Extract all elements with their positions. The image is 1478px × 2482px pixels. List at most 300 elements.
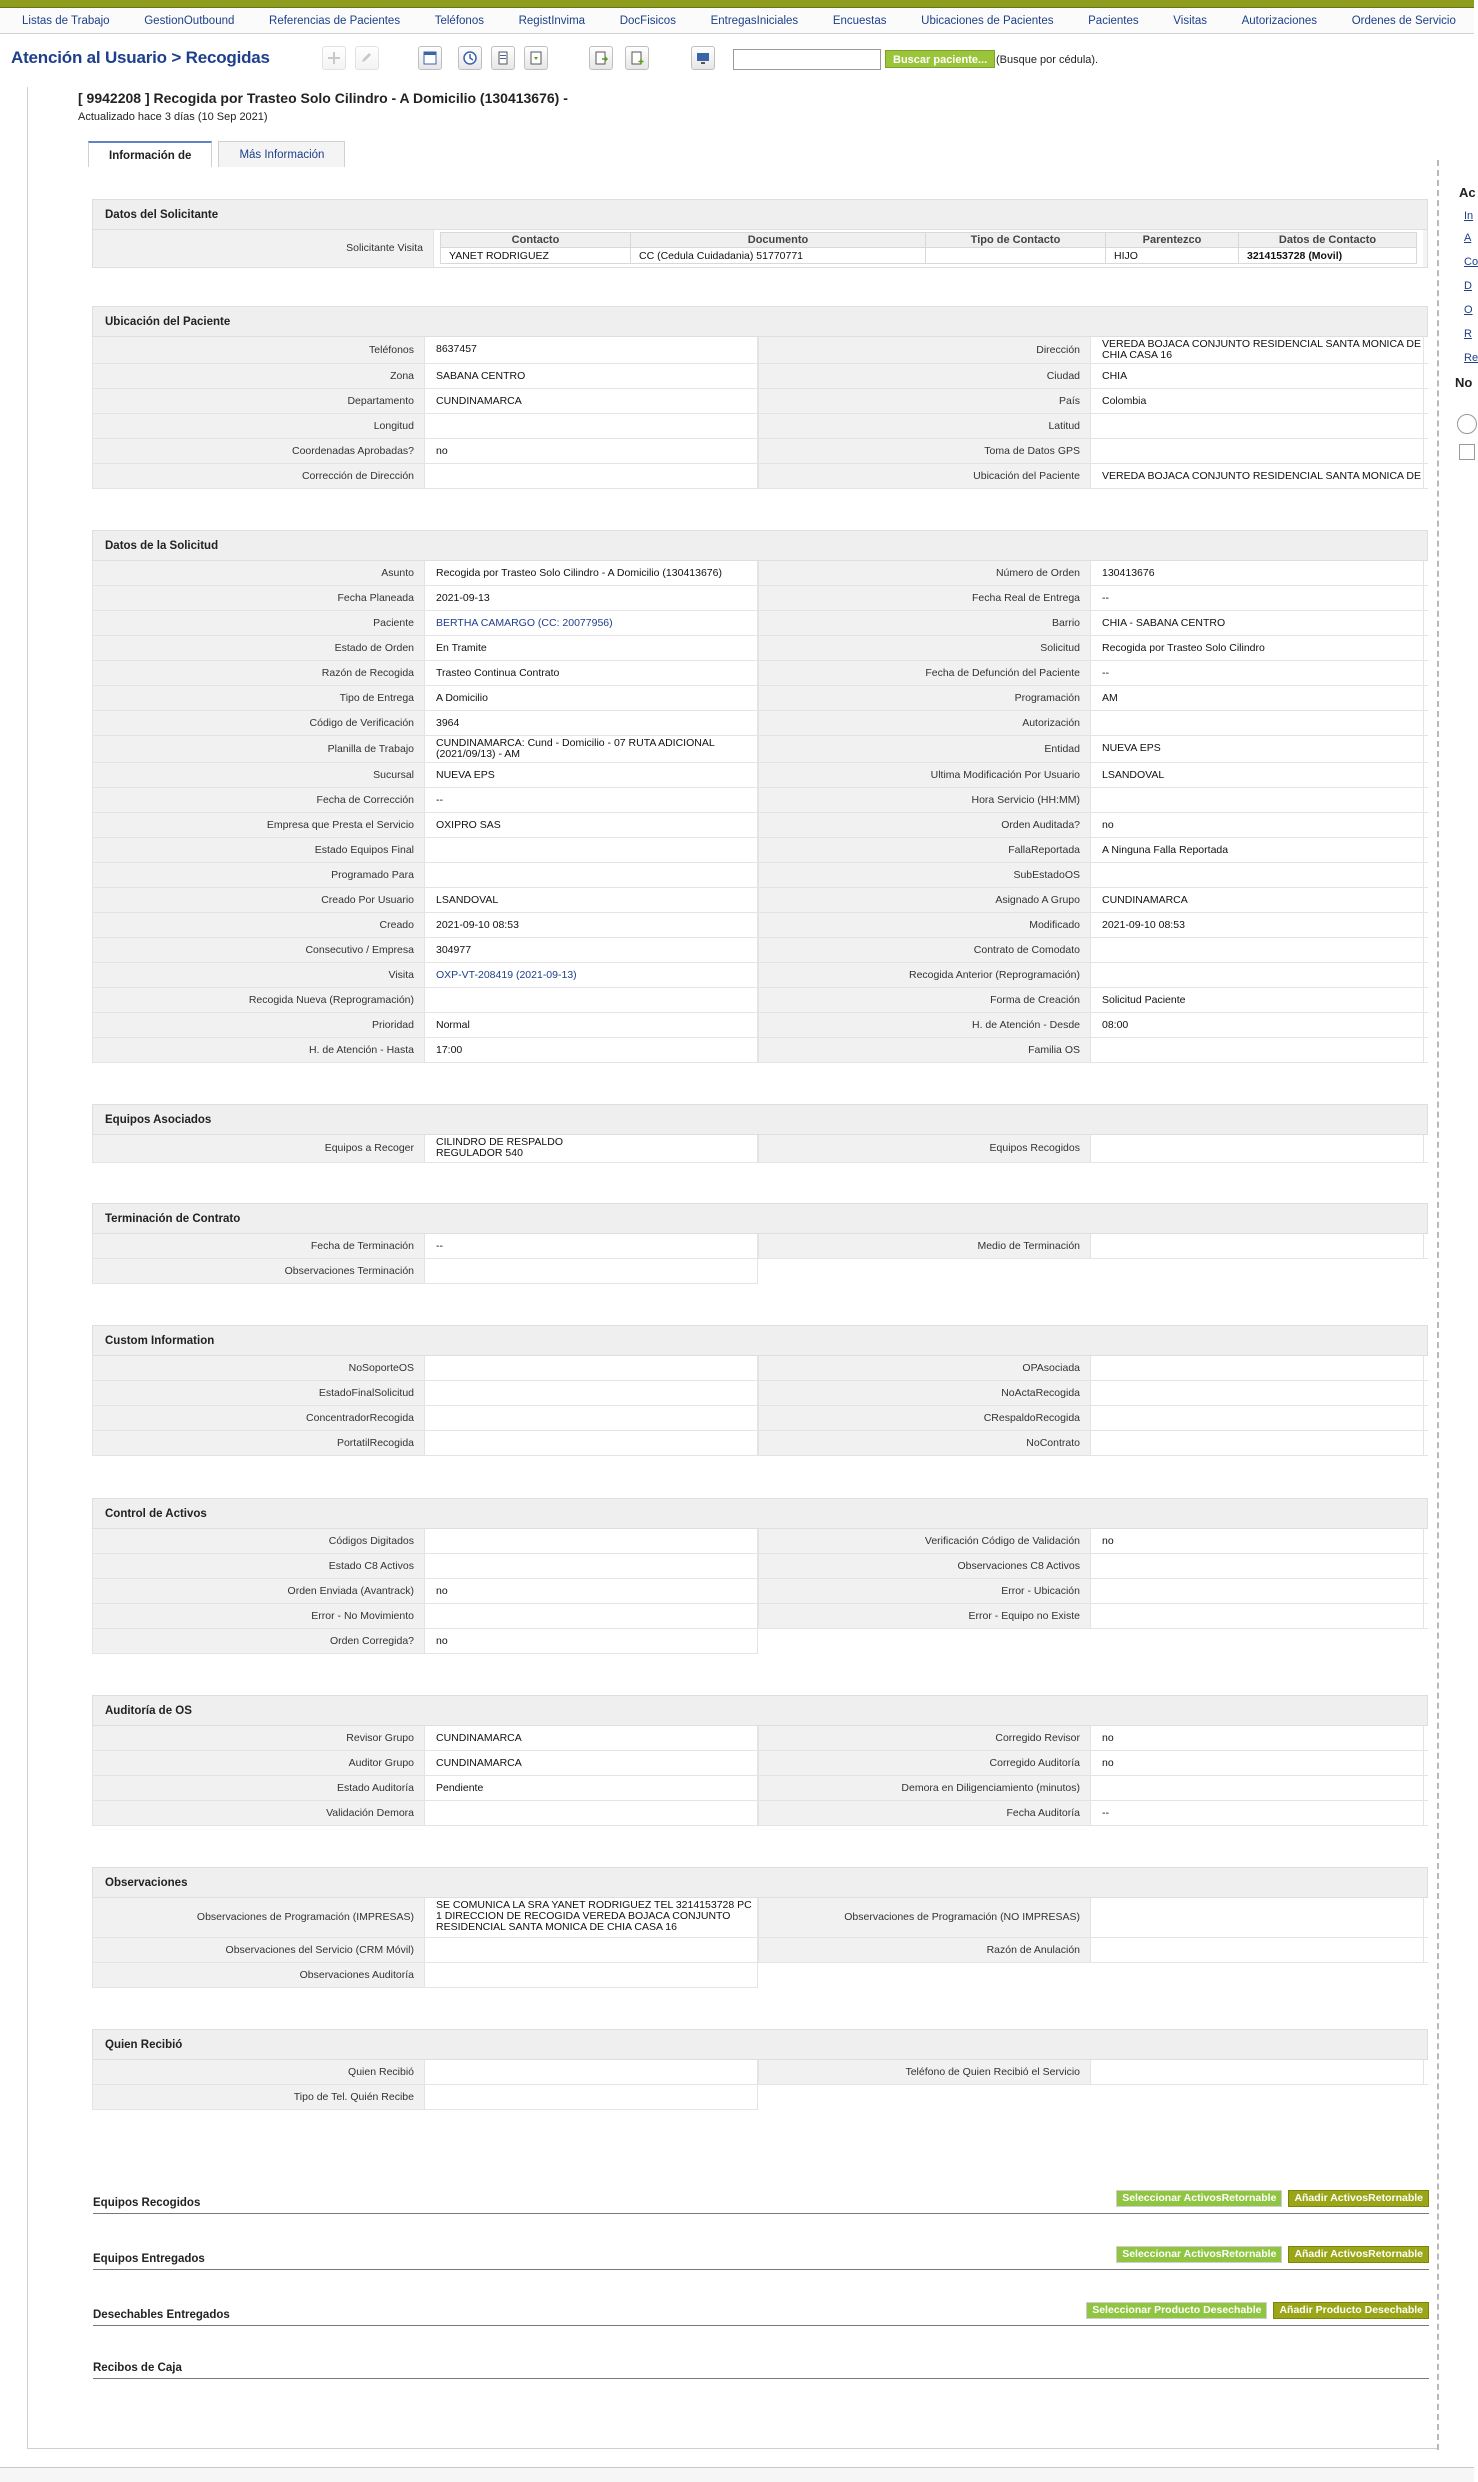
- field-value: [425, 1406, 758, 1430]
- field-value: Pendiente: [425, 1776, 758, 1800]
- field-label: Error - Ubicación: [758, 1579, 1091, 1603]
- field-label: NoSoporteOS: [92, 1356, 425, 1380]
- section-solicitud: [92, 530, 1428, 1063]
- field-value: CUNDINAMARCA: [425, 389, 758, 413]
- field-value: CHIA: [1091, 364, 1424, 388]
- field-row: [92, 1776, 1428, 1801]
- field-label: Recogida Nueva (Reprogramación): [92, 988, 425, 1012]
- field-value: Recogida por Trasteo Solo Cilindro - A Domicilio (130413676): [425, 561, 758, 585]
- field-label: Latitud: [758, 414, 1091, 438]
- field-value: CUNDINAMARCA: [1091, 888, 1424, 912]
- field-value: [1091, 863, 1424, 887]
- field-value: [425, 2085, 758, 2109]
- field-row: [92, 1898, 1428, 1938]
- field-row: [92, 838, 1428, 863]
- field-value: [425, 414, 758, 438]
- section-header: Ubicación del Paciente: [92, 306, 1428, 337]
- nav-item[interactable]: Ordenes de Servicio: [1351, 14, 1456, 27]
- field-row: [92, 963, 1428, 988]
- field-label: NoActaRecogida: [758, 1381, 1091, 1405]
- table-cell: 3214153728 (Movil): [1239, 248, 1417, 264]
- export-icon[interactable]: [589, 46, 613, 70]
- right-link[interactable]: R: [1464, 328, 1472, 340]
- field-label: Programación: [758, 686, 1091, 710]
- nav-item[interactable]: Pacientes: [1088, 14, 1139, 27]
- section-quien: [92, 2029, 1428, 2110]
- field-label: CRespaldoRecogida: [758, 1406, 1091, 1430]
- field-value: [1091, 414, 1424, 438]
- field-value: no: [1091, 813, 1424, 837]
- field-value: [1091, 1356, 1424, 1380]
- table-cell: HIJO: [1106, 248, 1239, 264]
- field-value: [1091, 1938, 1424, 1962]
- field-label: Orden Auditada?: [758, 813, 1091, 837]
- monitor-icon[interactable]: [691, 46, 715, 70]
- field-value[interactable]: BERTHA CAMARGO (CC: 20077956): [425, 611, 758, 635]
- field-row: [92, 938, 1428, 963]
- field-label: Estado de Orden: [92, 636, 425, 660]
- field-label: Razón de Anulación: [758, 1938, 1091, 1962]
- field-row: [92, 2085, 758, 2110]
- nav-item[interactable]: Encuestas: [832, 14, 887, 27]
- field-value: no: [425, 1579, 758, 1603]
- field-label: Consecutivo / Empresa: [92, 938, 425, 962]
- select-desechable-button[interactable]: Seleccionar Producto Desechable: [1086, 2302, 1267, 2319]
- field-row: [92, 1259, 758, 1284]
- field-row: [92, 1431, 1428, 1456]
- solicitante-row: [92, 230, 1428, 268]
- field-value: 2021-09-10 08:53: [425, 913, 758, 937]
- field-row: [92, 1013, 1428, 1038]
- field-value: Solicitud Paciente: [1091, 988, 1424, 1012]
- field-row: [92, 561, 1428, 586]
- edit-icon[interactable]: [355, 46, 379, 70]
- search-patient-button[interactable]: Buscar paciente...: [885, 50, 995, 68]
- field-label: FallaReportada: [758, 838, 1091, 862]
- field-row: [92, 1963, 758, 1988]
- subsection-desechables: [93, 2301, 1429, 2326]
- field-label: Número de Orden: [758, 561, 1091, 585]
- nav-item[interactable]: Referencias de Pacientes: [269, 14, 401, 27]
- field-value: [425, 863, 758, 887]
- field-value: no: [1091, 1726, 1424, 1750]
- radio-input[interactable]: [1457, 414, 1477, 434]
- field-value: Recogida por Trasteo Solo Cilindro: [1091, 636, 1424, 660]
- column-header: Contacto: [441, 233, 631, 248]
- field-value: no: [1091, 1529, 1424, 1553]
- field-value: [1091, 788, 1424, 812]
- print-icon[interactable]: [491, 46, 515, 70]
- equipos-row: [92, 1135, 1428, 1163]
- field-row: [92, 888, 1428, 913]
- clock-icon[interactable]: [458, 46, 482, 70]
- field-value: OXIPRO SAS: [425, 813, 758, 837]
- field-value: --: [1091, 661, 1424, 685]
- subsection-title: Equipos Recogidos: [93, 2197, 201, 2209]
- field-label: Empresa que Presta el Servicio: [92, 813, 425, 837]
- field-value: [425, 1938, 758, 1962]
- field-row: [92, 1356, 1428, 1381]
- field-label: Autorización: [758, 711, 1091, 735]
- field-value: Trasteo Continua Contrato: [425, 661, 758, 685]
- field-label: Forma de Creación: [758, 988, 1091, 1012]
- field-label: ConcentradorRecogida: [92, 1406, 425, 1430]
- right-link[interactable]: In: [1464, 210, 1474, 222]
- field-label: Asunto: [92, 561, 425, 585]
- field-value: [1091, 1776, 1424, 1800]
- field-label: Equipos Recogidos: [758, 1135, 1091, 1162]
- field-value: [425, 1529, 758, 1553]
- field-value: SE COMUNICA LA SRA YANET RODRIGUEZ TEL 3214153728 PC 1 DIRECCION DE RECOGIDA VEREDA BOJACA CONJUNTO RESIDENCIAL SANTA MONICA DE CHIA CASA 16: [425, 1898, 758, 1937]
- new-doc-icon[interactable]: [625, 46, 649, 70]
- field-row: [92, 1038, 1428, 1063]
- add-activos-button[interactable]: Añadir ActivosRetornable: [1288, 2246, 1429, 2263]
- field-label: Creado Por Usuario: [92, 888, 425, 912]
- subsection-title: Recibos de Caja: [93, 2362, 182, 2374]
- page-header: [0, 44, 1474, 74]
- field-label: Códigos Digitados: [92, 1529, 425, 1553]
- field-label: Observaciones de Programación (IMPRESAS): [92, 1898, 425, 1937]
- nav-item[interactable]: Ubicaciones de Pacientes: [921, 14, 1054, 27]
- field-value: [425, 838, 758, 862]
- field-value: [1091, 1381, 1424, 1405]
- field-value: no: [1091, 1751, 1424, 1775]
- nav-item[interactable]: Listas de Trabajo: [22, 14, 110, 27]
- field-value: NUEVA EPS: [425, 763, 758, 787]
- field-label: Departamento: [92, 389, 425, 413]
- field-label: Estado Auditoría: [92, 1776, 425, 1800]
- subsection-title: Desechables Entregados: [93, 2309, 230, 2321]
- field-label: Longitud: [92, 414, 425, 438]
- field-row: [92, 813, 1428, 838]
- field-label: Error - Equipo no Existe: [758, 1604, 1091, 1628]
- field-label: Corregido Revisor: [758, 1726, 1091, 1750]
- field-label: Ubicación del Paciente: [758, 464, 1091, 488]
- field-label: Hora Servicio (HH:MM): [758, 788, 1091, 812]
- field-row: [92, 1554, 1428, 1579]
- field-label: Quien Recibió: [92, 2060, 425, 2084]
- field-value: [1091, 711, 1424, 735]
- checkbox-input[interactable]: [1459, 444, 1475, 460]
- nav-item[interactable]: Visitas: [1173, 14, 1207, 27]
- section-header: Quien Recibió: [92, 2029, 1428, 2060]
- case-title: [ 9942208 ] Recogida por Trasteo Solo Cilindro - A Domicilio (130413676) -: [78, 90, 568, 106]
- field-label: Sucursal: [92, 763, 425, 787]
- field-label: Fecha de Terminación: [92, 1234, 425, 1258]
- field-label: Teléfono de Quien Recibió el Servicio: [758, 2060, 1091, 2084]
- nav-item[interactable]: Teléfonos: [434, 14, 484, 27]
- field-row: [92, 1579, 1428, 1604]
- field-row: [92, 439, 1428, 464]
- field-label: Coordenadas Aprobadas?: [92, 439, 425, 463]
- field-value: A Ninguna Falla Reportada: [1091, 838, 1424, 862]
- field-row: [92, 2060, 1428, 2085]
- subsection-equipos-entregados: [93, 2245, 1429, 2270]
- field-label: Equipos a Recoger: [92, 1135, 425, 1162]
- field-value: [425, 1135, 758, 1162]
- field-row: [92, 1529, 1428, 1554]
- field-label: Observaciones C8 Activos: [758, 1554, 1091, 1578]
- field-label: Verificación Código de Validación: [758, 1529, 1091, 1553]
- column-header: Datos de Contacto: [1239, 233, 1417, 248]
- add-desechable-button[interactable]: Añadir Producto Desechable: [1273, 2302, 1429, 2319]
- field-label: H. de Atención - Hasta: [92, 1038, 425, 1062]
- page-footer: [0, 2467, 1474, 2482]
- field-value: --: [425, 1234, 758, 1258]
- field-value: [1091, 1604, 1424, 1628]
- nav-item[interactable]: RegistInvima: [518, 14, 586, 27]
- field-label: Fecha Auditoría: [758, 1801, 1091, 1825]
- field-row: [92, 586, 1428, 611]
- section-ubicacion: [92, 306, 1428, 489]
- field-label: Asignado A Grupo: [758, 888, 1091, 912]
- nav-item[interactable]: Autorizaciones: [1241, 14, 1318, 27]
- field-row: [92, 1629, 758, 1654]
- field-label: Solicitud: [758, 636, 1091, 660]
- field-label: PortatilRecogida: [92, 1431, 425, 1455]
- field-value: CUNDINAMARCA: Cund - Domicilio - 07 RUTA ADICIONAL (2021/09/13) - AM: [425, 736, 758, 762]
- field-value: CUNDINAMARCA: [425, 1751, 758, 1775]
- field-label: Revisor Grupo: [92, 1726, 425, 1750]
- field-label: Entidad: [758, 736, 1091, 762]
- field-value: VEREDA BOJACA CONJUNTO RESIDENCIAL SANTA MONICA DE: [1091, 464, 1424, 488]
- nav-item[interactable]: EntregasIniciales: [710, 14, 799, 27]
- section-terminacion: [92, 1203, 1428, 1284]
- equipo-item: REGULADOR 540: [436, 1147, 523, 1159]
- field-value: Colombia: [1091, 389, 1424, 413]
- column-header: Documento: [631, 233, 926, 248]
- field-value: 08:00: [1091, 1013, 1424, 1037]
- field-row: [92, 1406, 1428, 1431]
- subsection-recibos: [93, 2354, 1429, 2379]
- field-value: [1091, 963, 1424, 987]
- field-label: EstadoFinalSolicitud: [92, 1381, 425, 1405]
- section-header: Observaciones: [92, 1867, 1428, 1898]
- add-icon[interactable]: [322, 46, 346, 70]
- top-stripe: [0, 0, 1474, 8]
- field-row: [92, 988, 1428, 1013]
- subsection-equipos-recogidos: [93, 2189, 1429, 2214]
- field-value: CHIA - SABANA CENTRO: [1091, 611, 1424, 635]
- field-row: [92, 711, 1428, 736]
- field-row: [92, 464, 1428, 489]
- field-value: VEREDA BOJACA CONJUNTO RESIDENCIAL SANTA MONICA DE CHIA CASA 16: [1091, 337, 1424, 363]
- field-value: [425, 988, 758, 1012]
- table-cell: YANET RODRIGUEZ: [441, 248, 631, 264]
- field-value: 304977: [425, 938, 758, 962]
- right-link[interactable]: A: [1464, 232, 1472, 244]
- field-row: [92, 1938, 1428, 1963]
- field-value: no: [425, 1629, 758, 1653]
- field-label: Observaciones del Servicio (CRM Móvil): [92, 1938, 425, 1962]
- case-tabs: [88, 141, 345, 167]
- field-label: Fecha Planeada: [92, 586, 425, 610]
- field-label: Observaciones Auditoría: [92, 1963, 425, 1987]
- field-value: En Tramite: [425, 636, 758, 660]
- field-value: [1091, 1579, 1424, 1603]
- field-label: Prioridad: [92, 1013, 425, 1037]
- field-label: Auditor Grupo: [92, 1751, 425, 1775]
- field-value: 3964: [425, 711, 758, 735]
- page-title: Atención al Usuario > Recogidas: [11, 48, 270, 67]
- field-value: [1091, 1431, 1424, 1455]
- right-panel: [1437, 160, 1478, 2450]
- select-activos-button[interactable]: Seleccionar ActivosRetornable: [1116, 2190, 1282, 2207]
- field-label: Razón de Recogida: [92, 661, 425, 685]
- field-row: [92, 763, 1428, 788]
- column-header: Parentezco: [1106, 233, 1239, 248]
- field-label: Corrección de Dirección: [92, 464, 425, 488]
- field-label: SubEstadoOS: [758, 863, 1091, 887]
- field-value: [425, 1801, 758, 1825]
- equipo-item: CILINDRO DE RESPALDO: [436, 1136, 563, 1148]
- section-header: Custom Information: [92, 1325, 1428, 1356]
- field-row: [92, 863, 1428, 888]
- field-label: Zona: [92, 364, 425, 388]
- section-header: Auditoría de OS: [92, 1695, 1428, 1726]
- field-row: [92, 1234, 1428, 1259]
- field-value: [1091, 439, 1424, 463]
- field-label: H. de Atención - Desde: [758, 1013, 1091, 1037]
- field-label: Estado Equipos Final: [92, 838, 425, 862]
- right-panel-heading: Ac: [1459, 185, 1476, 200]
- field-value: 8637457: [425, 337, 758, 363]
- section-observaciones: [92, 1867, 1428, 1988]
- field-row: [92, 414, 1428, 439]
- field-label: Visita: [92, 963, 425, 987]
- field-label: Orden Enviada (Avantrack): [92, 1579, 425, 1603]
- window-icon[interactable]: [418, 46, 442, 70]
- right-panel-heading-2: No: [1455, 375, 1473, 390]
- nav-item[interactable]: GestionOutbound: [144, 14, 235, 27]
- field-value: LSANDOVAL: [1091, 763, 1424, 787]
- field-label: Ciudad: [758, 364, 1091, 388]
- section-header: Terminación de Contrato: [92, 1203, 1428, 1234]
- search-hint: (Busque por cédula).: [996, 54, 1099, 66]
- field-row: [92, 661, 1428, 686]
- right-link[interactable]: D: [1464, 280, 1472, 292]
- download-doc-icon[interactable]: [524, 46, 548, 70]
- field-label: Fecha de Defunción del Paciente: [758, 661, 1091, 685]
- field-value: Normal: [425, 1013, 758, 1037]
- field-label: Orden Corregida?: [92, 1629, 425, 1653]
- field-value: --: [425, 788, 758, 812]
- field-label: Dirección: [758, 337, 1091, 363]
- field-row: [92, 636, 1428, 661]
- field-label: Observaciones de Programación (NO IMPRESAS): [758, 1898, 1091, 1937]
- section-auditoria: [92, 1695, 1428, 1826]
- field-label: Código de Verificación: [92, 711, 425, 735]
- field-value: 2021-09-10 08:53: [1091, 913, 1424, 937]
- field-label: Toma de Datos GPS: [758, 439, 1091, 463]
- field-value: [1091, 1406, 1424, 1430]
- table-cell: [926, 248, 1106, 264]
- field-row: [92, 337, 1428, 364]
- nav-item[interactable]: DocFisicos: [619, 14, 676, 27]
- field-value: [425, 2060, 758, 2084]
- field-value: 2021-09-13: [425, 586, 758, 610]
- field-row: [92, 1604, 1428, 1629]
- field-label: Fecha Real de Entrega: [758, 586, 1091, 610]
- field-label: Modificado: [758, 913, 1091, 937]
- field-value: --: [1091, 586, 1424, 610]
- section-solicitante: [92, 199, 1428, 268]
- field-row: [92, 1726, 1428, 1751]
- field-label: Ultima Modificación Por Usuario: [758, 763, 1091, 787]
- section-equipos: [92, 1104, 1428, 1163]
- field-value: [1091, 1554, 1424, 1578]
- field-row: [92, 611, 1428, 636]
- field-row: [92, 1381, 1428, 1406]
- field-label: Validación Demora: [92, 1801, 425, 1825]
- right-link[interactable]: O: [1464, 304, 1473, 316]
- field-label: País: [758, 389, 1091, 413]
- patient-search-input[interactable]: [733, 49, 881, 70]
- field-value: [425, 1554, 758, 1578]
- field-value: [425, 1604, 758, 1628]
- field-row: [92, 686, 1428, 711]
- field-value: [425, 1963, 758, 1987]
- section-header: Control de Activos: [92, 1498, 1428, 1529]
- select-activos-button[interactable]: Seleccionar ActivosRetornable: [1116, 2246, 1282, 2263]
- add-activos-button[interactable]: Añadir ActivosRetornable: [1288, 2190, 1429, 2207]
- field-value: NUEVA EPS: [1091, 736, 1424, 762]
- field-value: 17:00: [425, 1038, 758, 1062]
- field-value: no: [425, 439, 758, 463]
- field-label: Contrato de Comodato: [758, 938, 1091, 962]
- section-header: Datos del Solicitante: [92, 199, 1428, 230]
- field-value: [1091, 1234, 1424, 1258]
- field-value: [1091, 1038, 1424, 1062]
- field-label: Paciente: [92, 611, 425, 635]
- case-updated: Actualizado hace 3 días (10 Sep 2021): [78, 111, 268, 123]
- section-custom: [92, 1325, 1428, 1456]
- field-label: Tipo de Entrega: [92, 686, 425, 710]
- field-value: SABANA CENTRO: [425, 364, 758, 388]
- field-row: [92, 736, 1428, 763]
- field-label: Corregido Auditoría: [758, 1751, 1091, 1775]
- right-link[interactable]: Co: [1464, 256, 1478, 268]
- field-value: [425, 1381, 758, 1405]
- field-value: [1091, 938, 1424, 962]
- field-value: CUNDINAMARCA: [425, 1726, 758, 1750]
- tab-mas-informacion[interactable]: Más Información: [218, 141, 345, 167]
- section-header: Equipos Asociados: [92, 1104, 1428, 1135]
- field-label: Error - No Movimiento: [92, 1604, 425, 1628]
- field-label: Fecha de Corrección: [92, 788, 425, 812]
- field-value[interactable]: OXP-VT-208419 (2021-09-13): [425, 963, 758, 987]
- column-header: Tipo de Contacto: [926, 233, 1106, 248]
- field-value: [425, 1356, 758, 1380]
- field-row: [92, 913, 1428, 938]
- field-row: [92, 364, 1428, 389]
- field-row: [92, 1801, 1428, 1826]
- field-label: Familia OS: [758, 1038, 1091, 1062]
- field-value: [1091, 1898, 1424, 1937]
- field-label: Creado: [92, 913, 425, 937]
- field-value: [1091, 1135, 1424, 1162]
- field-value: AM: [1091, 686, 1424, 710]
- field-row: [92, 389, 1428, 414]
- section-header: Datos de la Solicitud: [92, 530, 1428, 561]
- right-link[interactable]: Re: [1464, 352, 1478, 364]
- field-row: [92, 1751, 1428, 1776]
- field-label: Programado Para: [92, 863, 425, 887]
- tab-informacion[interactable]: Información de: [88, 141, 212, 167]
- field-label: Barrio: [758, 611, 1091, 635]
- field-row: [92, 788, 1428, 813]
- field-label: Observaciones Terminación: [92, 1259, 425, 1283]
